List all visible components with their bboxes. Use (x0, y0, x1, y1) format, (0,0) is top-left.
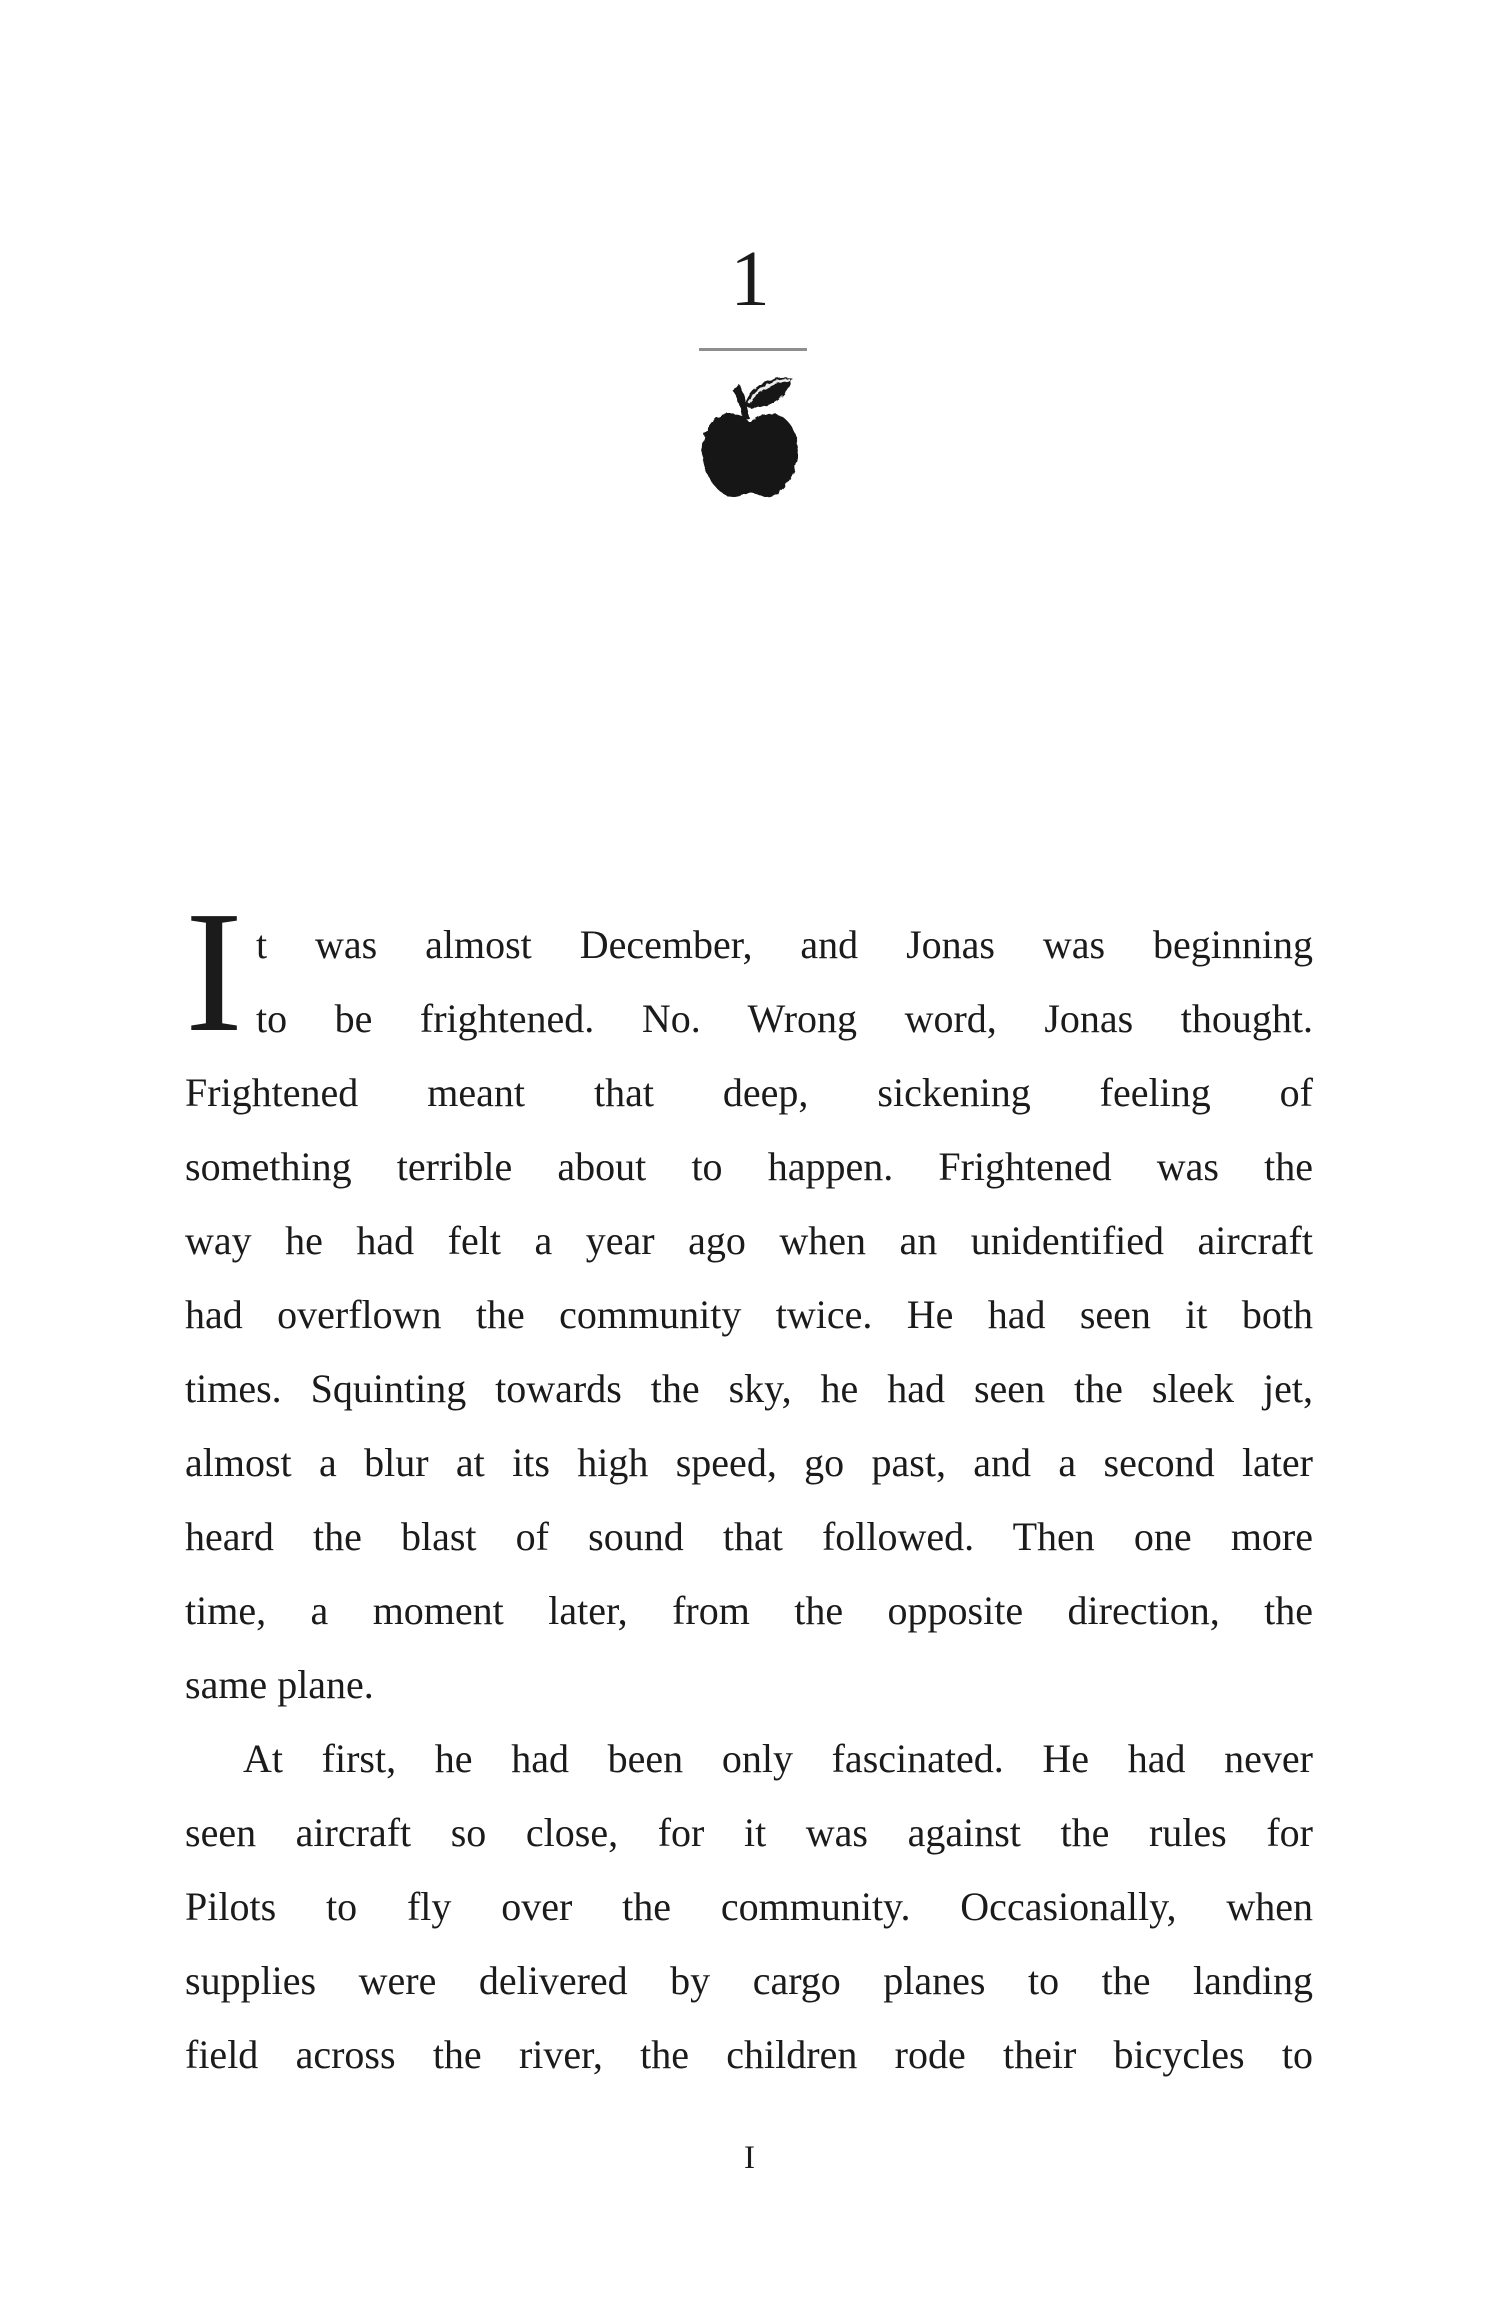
body-text-line: Frightened meant that deep, sickening feeling of (185, 1070, 1313, 1115)
body-text-line: heard the blast of sound that followed. Then one more (185, 1514, 1313, 1559)
apple-leaf-shape (745, 378, 792, 408)
page-number: I (744, 2140, 756, 2176)
body-text-line: something terrible about to happen. Frightened was the (185, 1144, 1313, 1189)
apple-stamp-icon (699, 374, 801, 504)
body-text-line: almost a blur at its high speed, go past, and a second later (185, 1440, 1313, 1485)
body-text-line: time, a moment later, from the opposite direction, the (185, 1588, 1313, 1633)
body-text-line: way he had felt a year ago when an unidentified aircraft (185, 1218, 1313, 1263)
body-text-line: t was almost December, and Jonas was beginning (255, 922, 1313, 967)
body-text (185, 875, 1313, 2092)
body-text-line: field across the river, the children rode their bicycles to (185, 2032, 1313, 2077)
body-text-line: supplies were delivered by cargo planes to the landing (185, 1958, 1313, 2003)
chapter-divider-rule (699, 348, 807, 351)
drop-cap: I (185, 875, 243, 1068)
body-text-line: had overflown the community twice. He had seen it both (185, 1292, 1313, 1337)
body-text-line: same plane. (185, 1662, 374, 1707)
apple-body-shape (702, 413, 797, 497)
body-text-line: At first, he had been only fascinated. He had never (243, 1736, 1313, 1781)
body-text-line: times. Squinting towards the sky, he had seen the sleek jet, (185, 1366, 1313, 1411)
body-text-line: seen aircraft so close, for it was against the rules for (185, 1810, 1313, 1855)
chapter-number: 1 (730, 236, 770, 323)
body-text-line: Pilots to fly over the community. Occasionally, when (185, 1884, 1313, 1929)
body-text-line: to be frightened. No. Wrong word, Jonas thought. (255, 996, 1313, 1041)
